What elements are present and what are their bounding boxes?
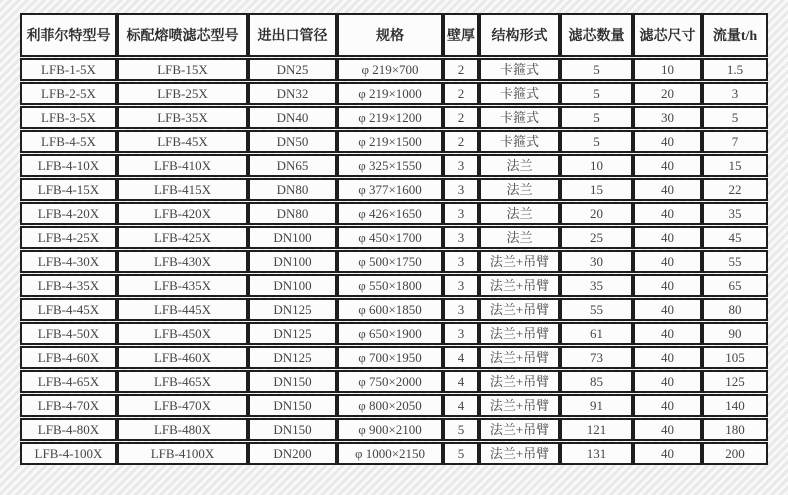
- table-row: [20, 346, 768, 369]
- table-cell: LFB-4-30X: [20, 250, 117, 273]
- table-row: [20, 250, 768, 273]
- table-cell: φ 219×1000: [337, 82, 443, 105]
- table-cell: 法兰+吊臂: [479, 394, 560, 417]
- table-row: [20, 58, 768, 81]
- table-cell: 5: [443, 442, 479, 465]
- table-cell: 法兰+吊臂: [479, 274, 560, 297]
- table-cell: 61: [560, 322, 633, 345]
- table-cell: 2: [443, 82, 479, 105]
- table-cell: 200: [702, 442, 768, 465]
- col-header-pipe-diameter: 进出口管径: [248, 13, 337, 57]
- table-cell: 卡箍式: [479, 130, 560, 153]
- table-cell: 1.5: [702, 58, 768, 81]
- col-header-spec: 规格: [337, 13, 443, 57]
- table-cell: 2: [443, 106, 479, 129]
- table-cell: 20: [560, 202, 633, 225]
- table-cell: 40: [633, 298, 702, 321]
- table-cell: LFB-4-70X: [20, 394, 117, 417]
- table-cell: 法兰: [479, 178, 560, 201]
- table-cell: LFB-4-65X: [20, 370, 117, 393]
- table-cell: LFB-4-80X: [20, 418, 117, 441]
- table-cell: 法兰+吊臂: [479, 418, 560, 441]
- table-cell: φ 750×2000: [337, 370, 443, 393]
- table-cell: 73: [560, 346, 633, 369]
- table-row: [20, 298, 768, 321]
- table-cell: 40: [633, 274, 702, 297]
- table-cell: LFB-4-15X: [20, 178, 117, 201]
- table-cell: φ 650×1900: [337, 322, 443, 345]
- table-cell: 法兰+吊臂: [479, 370, 560, 393]
- table-cell: 4: [443, 346, 479, 369]
- table-cell: DN150: [248, 394, 337, 417]
- table-cell: 40: [633, 178, 702, 201]
- col-header-flow-rate: 流量t/h: [702, 13, 768, 57]
- table-cell: φ 450×1700: [337, 226, 443, 249]
- table-cell: DN200: [248, 442, 337, 465]
- table-cell: LFB-35X: [117, 106, 248, 129]
- table-cell: 2: [443, 130, 479, 153]
- table-cell: 5: [560, 58, 633, 81]
- table-cell: φ 219×1200: [337, 106, 443, 129]
- table-cell: 40: [633, 154, 702, 177]
- table-cell: LFB-425X: [117, 226, 248, 249]
- table-cell: DN150: [248, 418, 337, 441]
- table-cell: LFB-1-5X: [20, 58, 117, 81]
- table-cell: 40: [633, 130, 702, 153]
- table-cell: LFB-470X: [117, 394, 248, 417]
- table-cell: 4: [443, 394, 479, 417]
- table-body: [20, 58, 768, 465]
- table-row: [20, 418, 768, 441]
- table-cell: DN100: [248, 226, 337, 249]
- table-cell: 180: [702, 418, 768, 441]
- table-cell: LFB-435X: [117, 274, 248, 297]
- table-cell: LFB-4-60X: [20, 346, 117, 369]
- table-row: [20, 178, 768, 201]
- table-cell: 35: [702, 202, 768, 225]
- table-cell: 15: [702, 154, 768, 177]
- table-cell: LFB-4-10X: [20, 154, 117, 177]
- table-row: [20, 154, 768, 177]
- table-row: [20, 442, 768, 465]
- table-cell: 40: [633, 418, 702, 441]
- table-cell: LFB-4-25X: [20, 226, 117, 249]
- table-cell: LFB-4-100X: [20, 442, 117, 465]
- table-cell: LFB-4-50X: [20, 322, 117, 345]
- table-cell: 3: [443, 298, 479, 321]
- table-cell: 55: [702, 250, 768, 273]
- table-cell: LFB-430X: [117, 250, 248, 273]
- table-cell: 5: [560, 130, 633, 153]
- table-cell: 105: [702, 346, 768, 369]
- table-cell: φ 377×1600: [337, 178, 443, 201]
- table-cell: 5: [560, 106, 633, 129]
- table-cell: DN50: [248, 130, 337, 153]
- table-cell: LFB-460X: [117, 346, 248, 369]
- filter-spec-table: [20, 12, 768, 466]
- table-cell: LFB-4-20X: [20, 202, 117, 225]
- table-cell: φ 900×2100: [337, 418, 443, 441]
- table-cell: 40: [633, 394, 702, 417]
- table-cell: LFB-465X: [117, 370, 248, 393]
- table-cell: DN65: [248, 154, 337, 177]
- table-cell: 40: [633, 442, 702, 465]
- table-cell: LFB-2-5X: [20, 82, 117, 105]
- table-cell: φ 550×1800: [337, 274, 443, 297]
- table-cell: 法兰+吊臂: [479, 322, 560, 345]
- table-cell: 5: [443, 418, 479, 441]
- table-cell: 35: [560, 274, 633, 297]
- table-row: [20, 106, 768, 129]
- table-cell: LFB-4-35X: [20, 274, 117, 297]
- table-cell: 131: [560, 442, 633, 465]
- table-cell: LFB-4-45X: [20, 298, 117, 321]
- col-header-structure: 结构形式: [479, 13, 560, 57]
- table-cell: 法兰: [479, 226, 560, 249]
- table-cell: LFB-4-5X: [20, 130, 117, 153]
- table-cell: 法兰+吊臂: [479, 346, 560, 369]
- table-cell: DN25: [248, 58, 337, 81]
- table-cell: 40: [633, 370, 702, 393]
- table-cell: φ 219×1500: [337, 130, 443, 153]
- table-cell: 20: [633, 82, 702, 105]
- table-cell: 45: [702, 226, 768, 249]
- table-cell: 卡箍式: [479, 82, 560, 105]
- table-cell: DN80: [248, 178, 337, 201]
- table-cell: 65: [702, 274, 768, 297]
- table-cell: 80: [702, 298, 768, 321]
- table-cell: 3: [702, 82, 768, 105]
- table-cell: DN32: [248, 82, 337, 105]
- col-header-cartridge-count: 滤芯数量: [560, 13, 633, 57]
- table-row: [20, 394, 768, 417]
- table-cell: DN125: [248, 322, 337, 345]
- table-cell: 2: [443, 58, 479, 81]
- table-cell: 卡箍式: [479, 58, 560, 81]
- table-cell: 3: [443, 154, 479, 177]
- table-cell: 15: [560, 178, 633, 201]
- header-row: [20, 13, 768, 57]
- table-cell: 5: [560, 82, 633, 105]
- table-header: [20, 13, 768, 57]
- table-cell: 3: [443, 322, 479, 345]
- table-cell: φ 600×1850: [337, 298, 443, 321]
- table-cell: 40: [633, 322, 702, 345]
- table-row: [20, 370, 768, 393]
- table-cell: DN80: [248, 202, 337, 225]
- col-header-model: 利菲尔特型号: [20, 13, 117, 57]
- table-cell: 121: [560, 418, 633, 441]
- table-cell: φ 800×2050: [337, 394, 443, 417]
- table-cell: LFB-25X: [117, 82, 248, 105]
- table-cell: 法兰+吊臂: [479, 442, 560, 465]
- table-cell: LFB-3-5X: [20, 106, 117, 129]
- table-cell: φ 700×1950: [337, 346, 443, 369]
- table-cell: 3: [443, 226, 479, 249]
- table-cell: 40: [633, 346, 702, 369]
- table-cell: 10: [633, 58, 702, 81]
- table-cell: 90: [702, 322, 768, 345]
- table-row: [20, 322, 768, 345]
- table-cell: 法兰: [479, 154, 560, 177]
- table-cell: φ 1000×2150: [337, 442, 443, 465]
- table-cell: LFB-450X: [117, 322, 248, 345]
- table-cell: 3: [443, 202, 479, 225]
- table-cell: 91: [560, 394, 633, 417]
- table-cell: LFB-45X: [117, 130, 248, 153]
- col-header-cartridge-model: 标配熔喷滤芯型号: [117, 13, 248, 57]
- table-cell: 10: [560, 154, 633, 177]
- table-cell: DN150: [248, 370, 337, 393]
- table-cell: 30: [633, 106, 702, 129]
- table-cell: φ 500×1750: [337, 250, 443, 273]
- table-cell: 卡箍式: [479, 106, 560, 129]
- table-cell: 法兰+吊臂: [479, 250, 560, 273]
- table-cell: 法兰+吊臂: [479, 298, 560, 321]
- table-cell: 40: [633, 202, 702, 225]
- table-cell: 25: [560, 226, 633, 249]
- table-cell: φ 325×1550: [337, 154, 443, 177]
- table-cell: LFB-410X: [117, 154, 248, 177]
- table-row: [20, 82, 768, 105]
- table-cell: 85: [560, 370, 633, 393]
- table-cell: LFB-415X: [117, 178, 248, 201]
- table-cell: 40: [633, 226, 702, 249]
- table-cell: LFB-15X: [117, 58, 248, 81]
- table-cell: 30: [560, 250, 633, 273]
- table-cell: 40: [633, 250, 702, 273]
- table-row: [20, 130, 768, 153]
- table-cell: LFB-4100X: [117, 442, 248, 465]
- table-cell: LFB-420X: [117, 202, 248, 225]
- table-cell: DN125: [248, 346, 337, 369]
- table-cell: DN100: [248, 250, 337, 273]
- table-cell: 4: [443, 370, 479, 393]
- table-cell: 5: [702, 106, 768, 129]
- table-cell: LFB-445X: [117, 298, 248, 321]
- table-cell: 22: [702, 178, 768, 201]
- table-cell: LFB-480X: [117, 418, 248, 441]
- table-cell: 3: [443, 250, 479, 273]
- table-cell: DN40: [248, 106, 337, 129]
- table-cell: 3: [443, 178, 479, 201]
- col-header-wall-thickness: 壁厚: [443, 13, 479, 57]
- table-cell: φ 219×700: [337, 58, 443, 81]
- table-row: [20, 274, 768, 297]
- table-row: [20, 226, 768, 249]
- col-header-cartridge-size: 滤芯尺寸: [633, 13, 702, 57]
- table-cell: 法兰: [479, 202, 560, 225]
- table-cell: 125: [702, 370, 768, 393]
- table-cell: 3: [443, 274, 479, 297]
- table-cell: 55: [560, 298, 633, 321]
- table-cell: DN125: [248, 298, 337, 321]
- table-cell: 140: [702, 394, 768, 417]
- table-cell: DN100: [248, 274, 337, 297]
- table-cell: φ 426×1650: [337, 202, 443, 225]
- table-row: [20, 202, 768, 225]
- table-cell: 7: [702, 130, 768, 153]
